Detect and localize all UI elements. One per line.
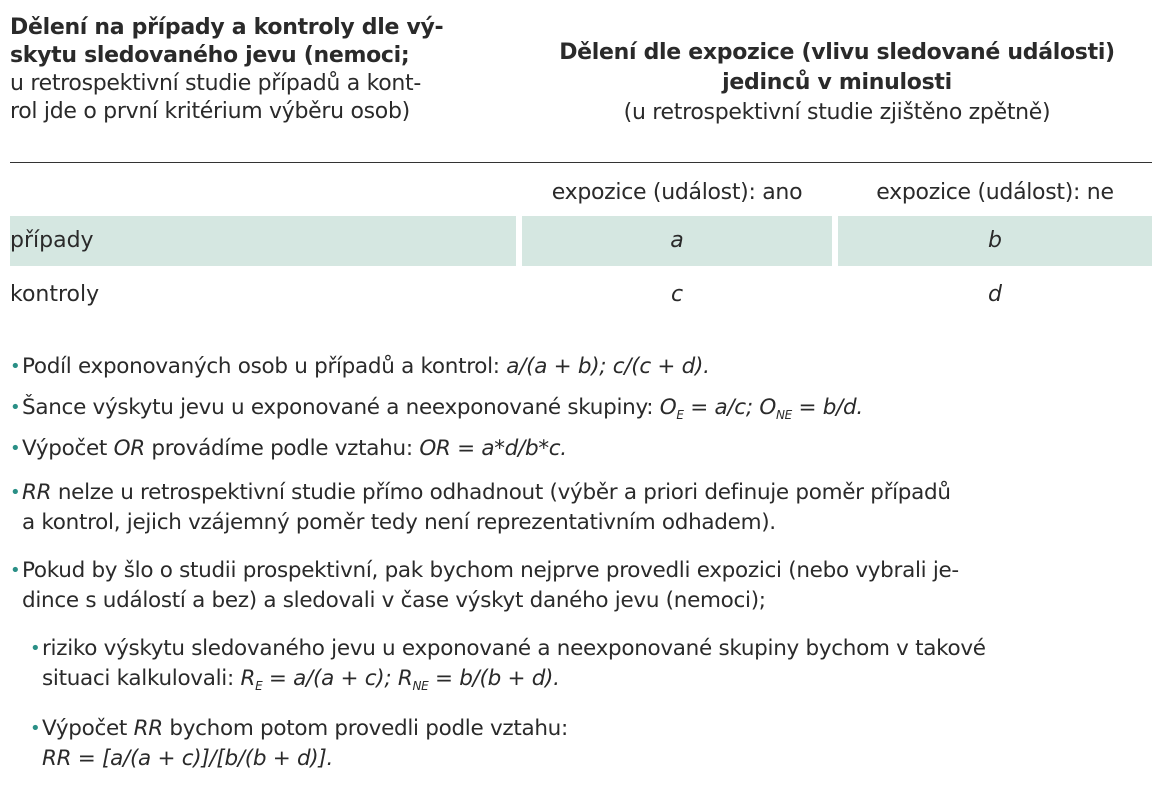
row-label-cell <box>10 270 516 320</box>
header-right-line-2: jedinců v minulosti <box>722 70 952 95</box>
symbol-o: O <box>759 395 776 420</box>
bullet-dot-icon: • <box>10 438 21 459</box>
bullet-or <box>10 434 1152 464</box>
bullet-text: dince s událostí a bez) a sledovali v čase výskyt daného jevu (nemoci); <box>22 588 766 613</box>
bullet-exposed-share <box>10 352 1152 382</box>
row-label-cell <box>10 216 516 266</box>
bullet-dot-icon: • <box>30 638 41 659</box>
bullet-text: Pokud by šlo o studii prospektivní, pak bychom nejprve provedli expozici (nebo vybrali je- <box>22 558 959 583</box>
bullet-odds <box>10 393 1152 423</box>
bullet-text: bychom potom provedli podle vztahu: <box>162 716 568 741</box>
table-row-cases <box>10 216 1152 266</box>
bullet-text: Podíl exponovaných osob u případů a kontrol: <box>22 354 507 379</box>
subscript-e: E <box>255 679 263 693</box>
bullet-text: situaci kalkulovali: <box>42 666 241 691</box>
bullet-rr-formula <box>30 714 1152 774</box>
header-left <box>10 14 500 126</box>
row-label-controls: kontroly <box>10 282 100 307</box>
bullet-dot-icon: • <box>10 397 21 418</box>
bullet-text: Výpočet <box>42 716 134 741</box>
cell-cases-unexposed: b <box>838 216 1152 266</box>
cell-cases-exposed: a <box>522 216 832 266</box>
bullet-dot-icon: • <box>30 718 41 739</box>
bullet-dot-icon: • <box>10 482 21 503</box>
bullet-text: Výpočet <box>22 436 114 461</box>
bullet-prospective <box>10 556 1152 616</box>
header-left-line-1: Dělení na případy a kontroly dle vý- <box>10 15 444 40</box>
subscript-ne: NE <box>775 408 792 422</box>
bullet-text: riziko výskytu sledovaného jevu u exponované a neexponované skupiny bychom v takové <box>42 636 986 661</box>
header-divider <box>10 162 1152 163</box>
bullet-text: provádíme podle vztahu: <box>144 436 420 461</box>
header-left-line-4: rol jde o první kritérium výběru osob) <box>10 99 410 124</box>
bullet-dot-icon: • <box>10 560 21 581</box>
col-header-exposed: expozice (událost): ano <box>551 180 803 205</box>
symbol-r: R <box>397 666 413 691</box>
header-left-line-3: u retrospektivní studie případů a kont- <box>10 71 421 96</box>
formula-part: = a/c; <box>683 395 760 420</box>
formula-part: = b/d. <box>791 395 863 420</box>
header-right <box>522 38 1152 128</box>
bullet-text: a kontrol, jejich vzájemný poměr tedy není reprezentativním odhadem). <box>22 510 776 535</box>
bullet-text: nelze u retrospektivní studie přímo odhadnout (výběr a priori definuje poměr případů <box>51 480 951 505</box>
symbol-or: OR <box>113 436 145 461</box>
col-header-unexposed: expozice (událost): ne <box>876 180 1114 205</box>
bullet-rr-retrospective <box>10 478 1152 538</box>
row-label-cases: případy <box>10 228 94 253</box>
bullet-risk <box>30 634 1152 694</box>
subscript-ne: NE <box>412 679 429 693</box>
symbol-o: O <box>659 395 677 420</box>
bullet-dot-icon: • <box>10 356 21 377</box>
symbol-r: R <box>240 666 256 691</box>
bullet-formula: OR = a*d/b*c. <box>419 436 567 461</box>
header-left-line-2: skytu sledovaného jevu (nemoci; <box>10 43 410 68</box>
cell-controls-exposed: c <box>670 282 684 307</box>
subscript-e: E <box>676 408 684 422</box>
table-row-controls <box>10 270 1152 320</box>
symbol-rr: RR <box>133 716 163 741</box>
header-right-line-3: (u retrospektivní studie zjištěno zpětně) <box>623 100 1051 125</box>
bullet-text: Šance výskytu jevu u exponované a neexponované skupiny: <box>22 395 660 420</box>
formula-part: = a/(a + c); <box>262 666 398 691</box>
formula-part: = b/(b + d). <box>428 666 560 691</box>
symbol-rr: RR <box>22 480 52 505</box>
bullet-formula: a/(a + b); c/(c + d). <box>506 354 710 379</box>
bullet-formula: RR = [a/(a + c)]/[b/(b + d)]. <box>42 746 334 771</box>
cell-controls-unexposed: d <box>988 282 1002 307</box>
header-right-line-1: Dělení dle expozice (vlivu sledované události) <box>559 40 1115 65</box>
